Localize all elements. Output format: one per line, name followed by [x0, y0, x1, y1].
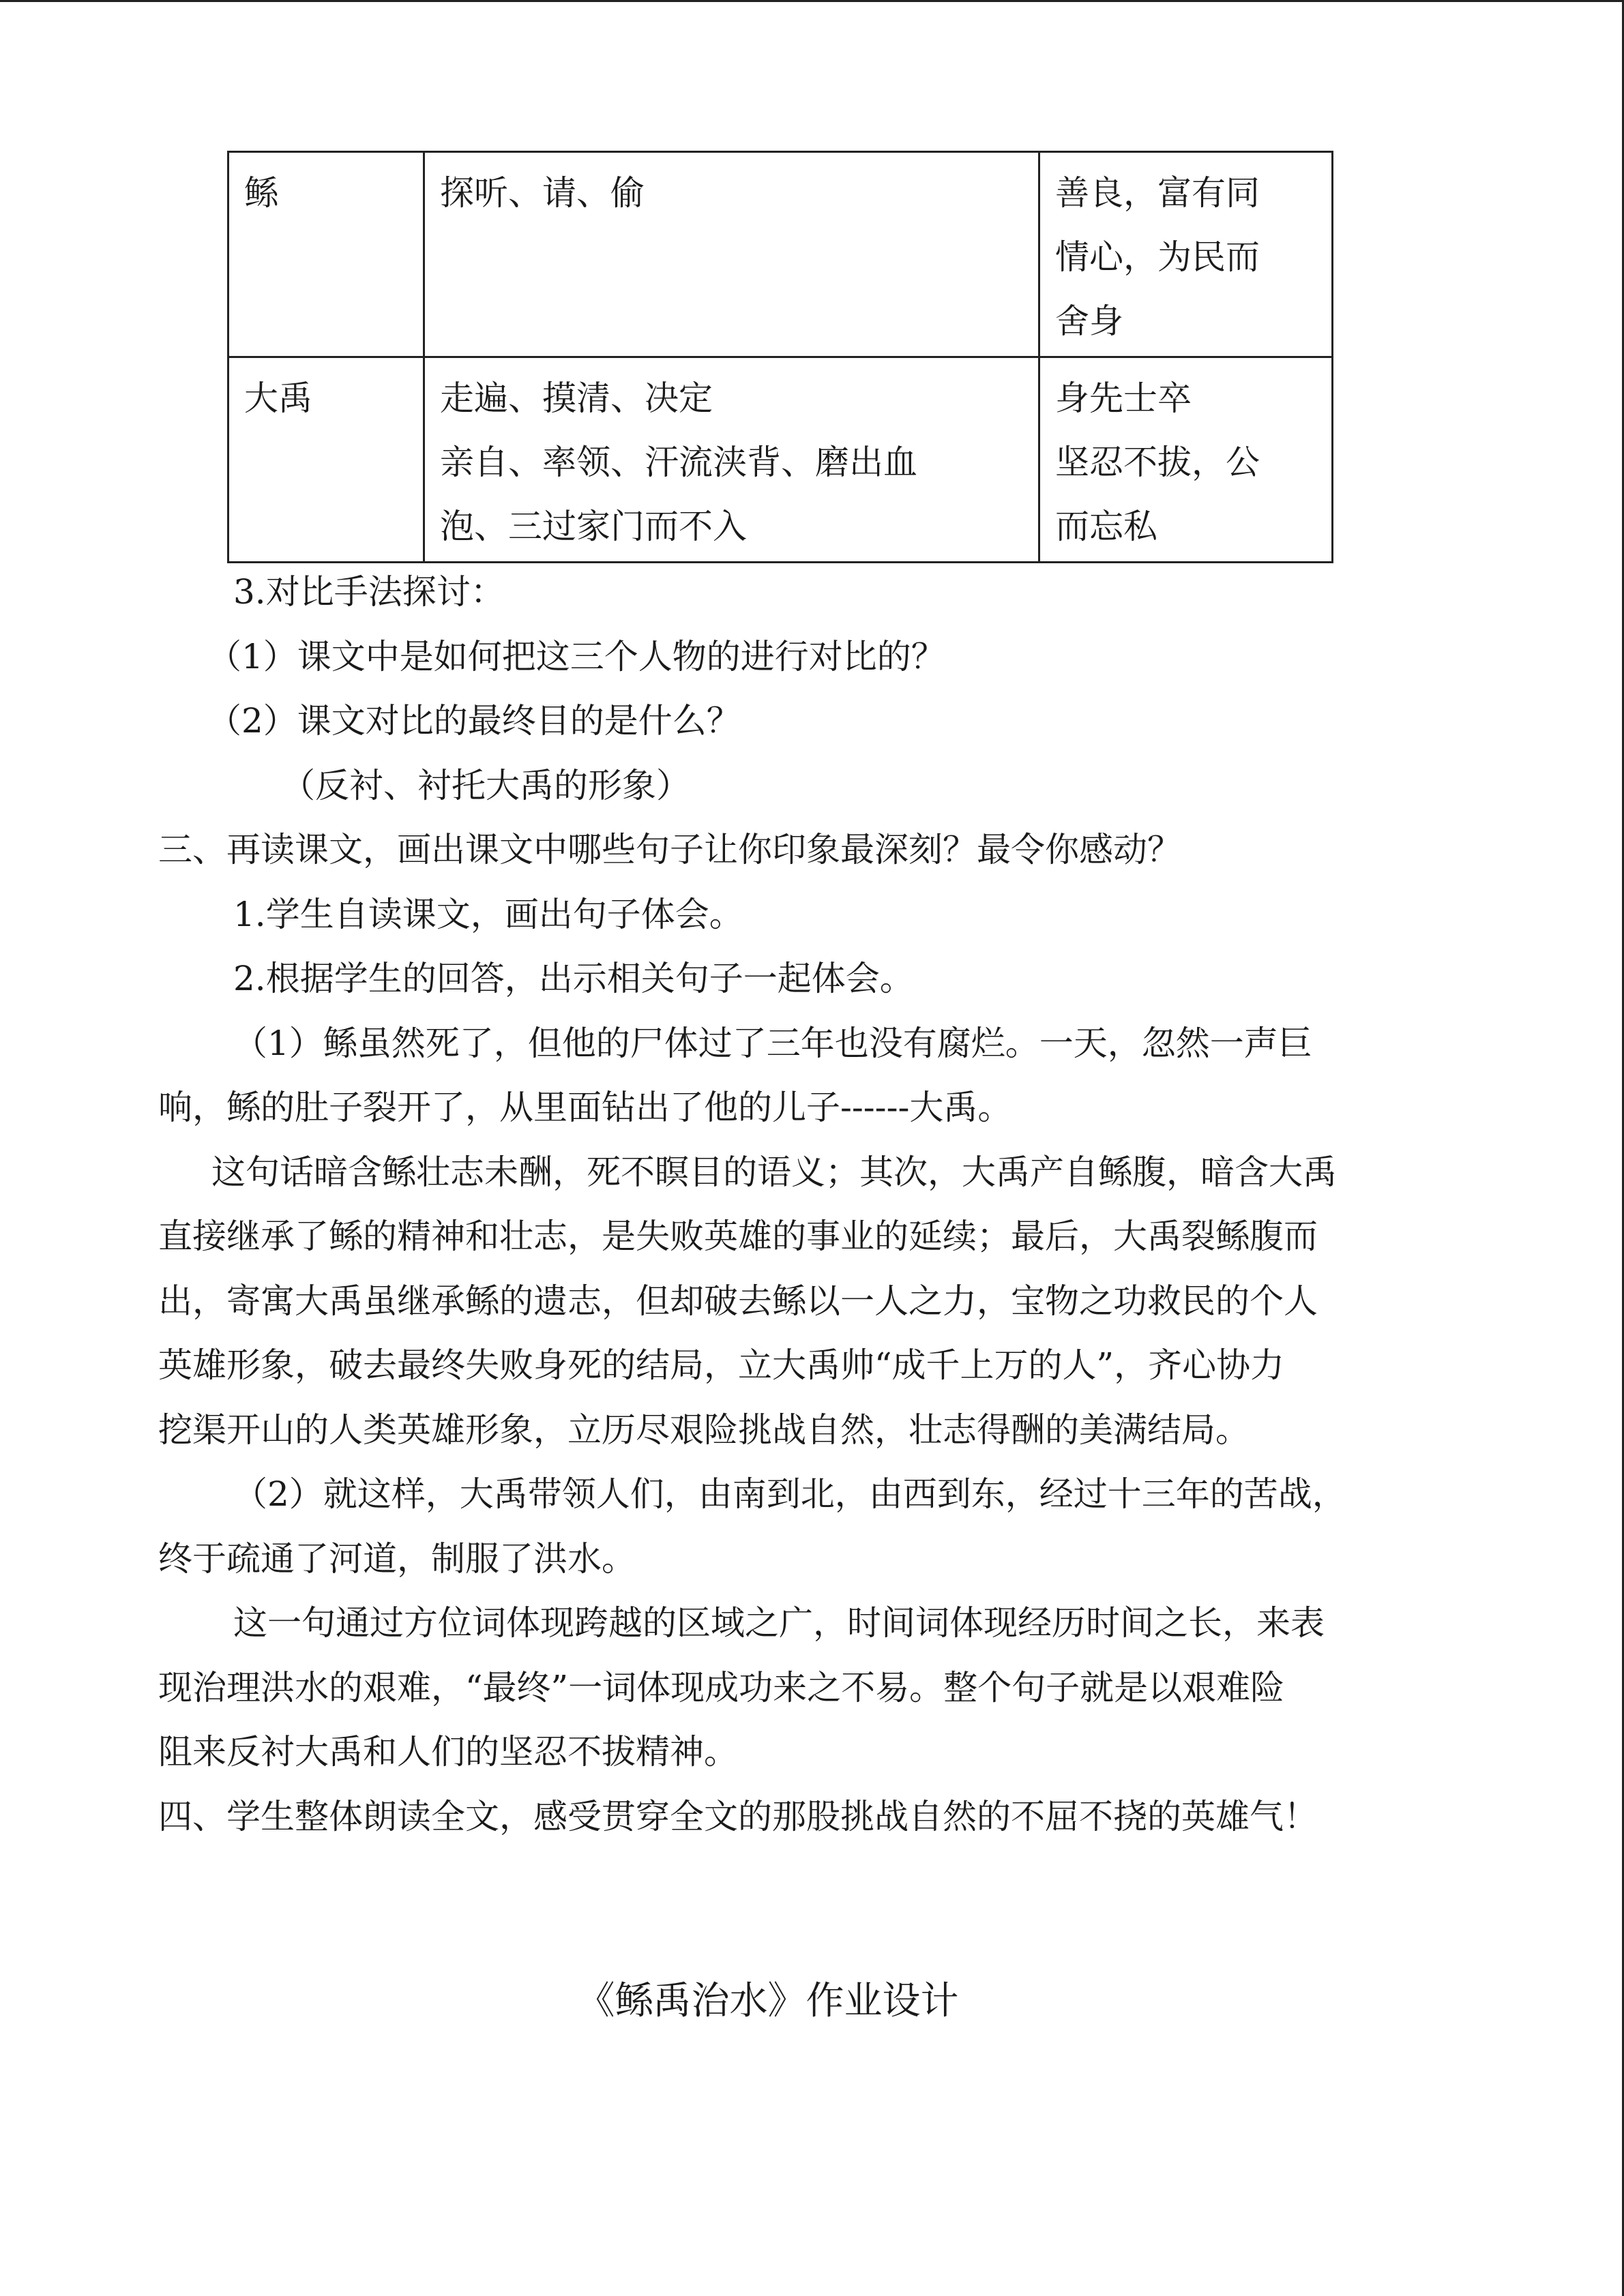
question-answer: （反衬、衬托大禹的形象） — [281, 765, 690, 805]
section-point: 1.学生自读课文，画出句子体会。 — [233, 894, 743, 934]
character-trait-line: 舍身 — [1055, 301, 1123, 341]
analysis-paragraph-line: 阻来反衬大禹和人们的坚忍不拔精神。 — [158, 1732, 738, 1772]
section-point: 2.根据学生的回答，出示相关句子一起体会。 — [233, 959, 914, 998]
discussion-question: （1）课文中是如何把这三个人物的进行对比的？ — [207, 636, 945, 676]
character-trait-line: 善良，富有同 — [1055, 173, 1260, 213]
section-heading: 四、学生整体朗读全文，感受贯穿全文的那股挑战自然的不屈不挠的英雄气！ — [158, 1796, 1318, 1836]
character-action-line: 探听、请、偷 — [440, 173, 645, 213]
character-comparison-table — [227, 151, 1333, 563]
table-row — [228, 357, 1333, 563]
character-action-line: 亲自、率领、汗流浃背、磨出血 — [440, 443, 917, 482]
character-actions-cell — [424, 152, 1039, 357]
section-heading: 三、再读课文，画出课文中哪些句子让你印象最深刻？最令你感动？ — [158, 830, 1181, 869]
character-actions-cell — [424, 357, 1039, 563]
analysis-paragraph-line: 出，寄寓大禹虽继承鲧的遗志，但却破去鲧以一人之力，宝物之功救民的个人 — [158, 1281, 1318, 1321]
quoted-sentence: 响，鲧的肚子裂开了，从里面钻出了他的儿子------大禹。 — [158, 1088, 1012, 1127]
character-name-cell — [228, 357, 424, 563]
character-trait-line: 情心，为民而 — [1055, 237, 1260, 277]
character-traits-cell — [1039, 357, 1333, 563]
section-point-heading: 3.对比手法探讨： — [233, 572, 505, 612]
character-trait-line: 而忘私 — [1055, 507, 1157, 546]
homework-design-title: 《鲧禹治水》作业设计 — [576, 1979, 959, 2023]
quoted-sentence: 终于疏通了河道，制服了洪水。 — [158, 1538, 636, 1579]
lesson-body-text — [158, 560, 1468, 1849]
table-row — [228, 152, 1333, 357]
analysis-paragraph-line: 挖渠开山的人类英雄形象，立历尽艰险挑战自然，壮志得酬的美满结局。 — [158, 1410, 1250, 1450]
character-action-line: 泡、三过家门而不入 — [440, 507, 747, 546]
character-name: 鲧 — [244, 173, 278, 213]
analysis-paragraph-line: 直接继承了鲧的精神和壮志，是失败英雄的事业的延续；最后，大禹裂鲧腹而 — [158, 1217, 1318, 1256]
character-action-line: 走遍、摸清、决定 — [440, 378, 713, 418]
character-traits-cell — [1039, 152, 1333, 357]
analysis-paragraph-line: 这句话暗含鲧壮志未酬，死不瞑目的语义；其次，大禹产自鲧腹，暗含大禹 — [211, 1152, 1337, 1192]
character-trait-line: 身先士卒 — [1055, 378, 1192, 418]
analysis-paragraph-line: 这一句通过方位词体现跨越的区域之广，时间词体现经历时间之长，来表 — [233, 1603, 1325, 1643]
quoted-sentence: （2）就这样，大禹带领人们，由南到北，由西到东，经过十三年的苦战， — [233, 1474, 1346, 1514]
analysis-paragraph-line: 英雄形象，破去最终失败身死的结局，立大禹帅“成千上万的人”，齐心协力 — [158, 1345, 1285, 1385]
character-trait-line: 坚忍不拔，公 — [1055, 443, 1260, 482]
character-name: 大禹 — [244, 378, 312, 418]
discussion-question: （2）课文对比的最终目的是什么？ — [207, 701, 741, 741]
analysis-paragraph-line: 现治理洪水的艰难，“最终”一词体现成功来之不易。整个句子就是以艰难险 — [158, 1667, 1285, 1708]
character-name-cell — [228, 152, 424, 357]
quoted-sentence: （1）鲧虽然死了，但他的尸体过了三年也没有腐烂。一天，忽然一声巨 — [233, 1023, 1312, 1063]
